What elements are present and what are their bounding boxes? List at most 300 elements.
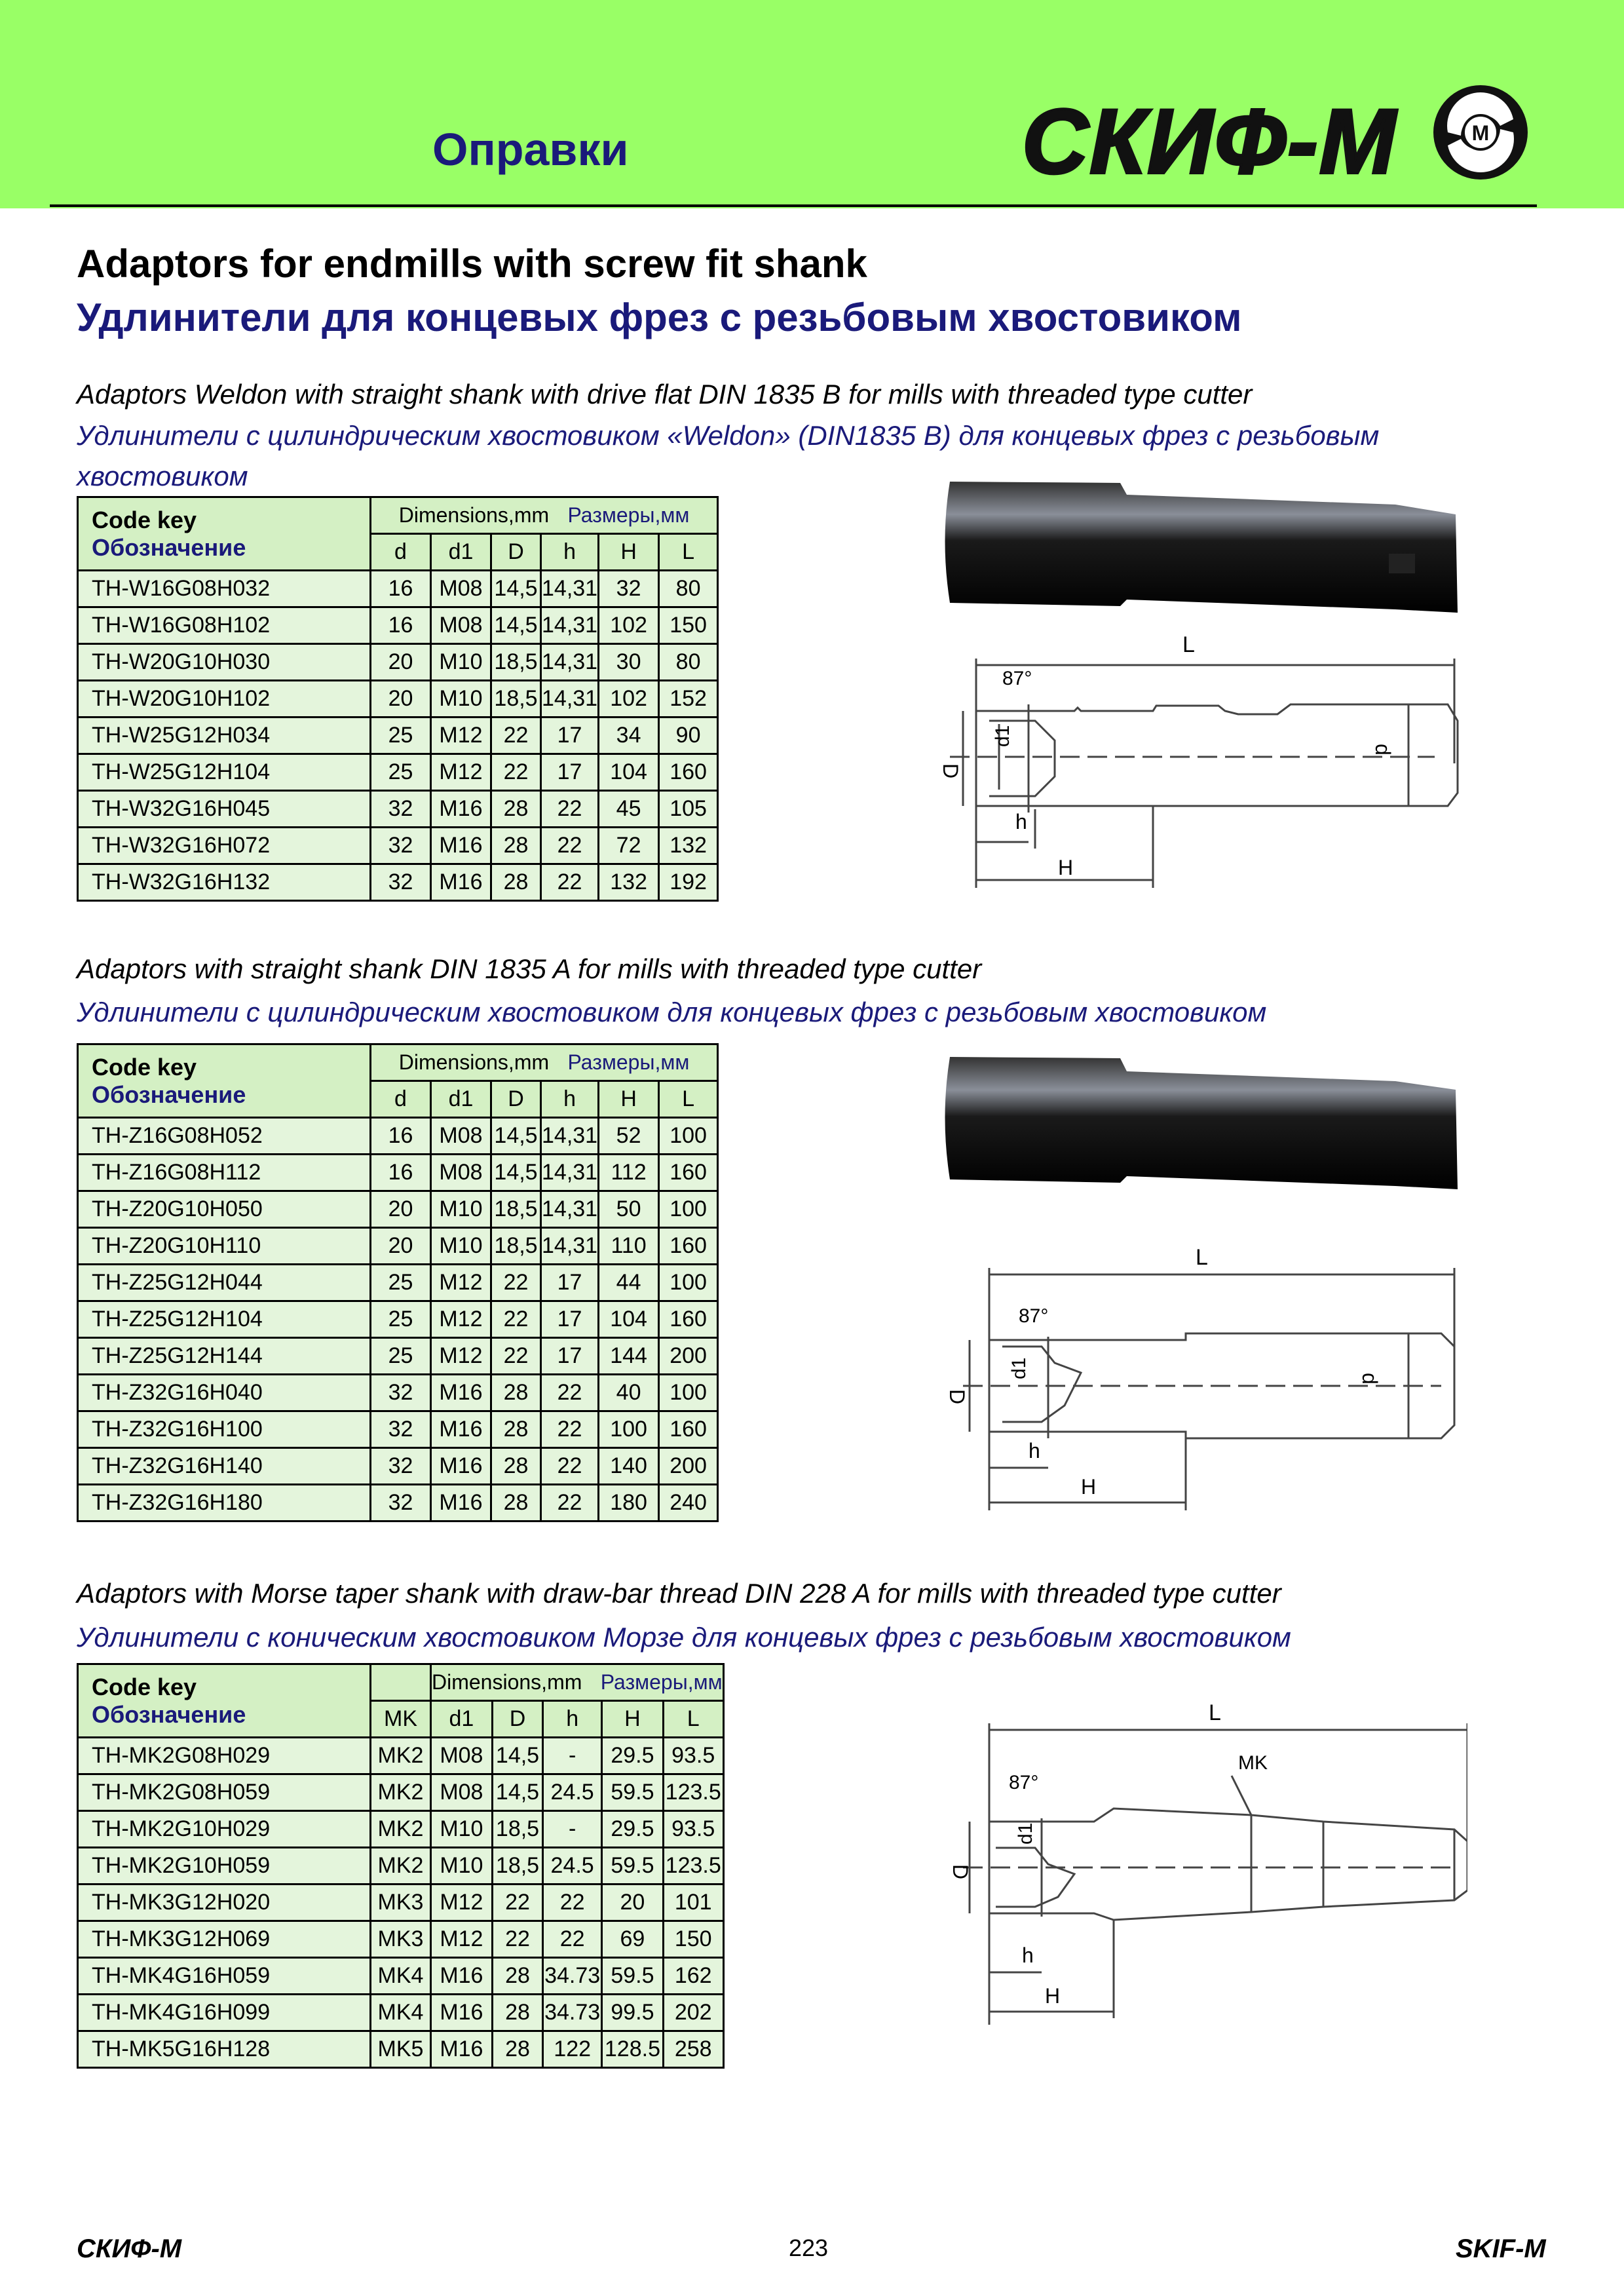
code-key-label-en: Code key: [92, 506, 197, 533]
dimension-cell: MK4: [371, 1995, 431, 2031]
dimension-cell: 59.5: [602, 1958, 664, 1995]
column-header: h: [541, 534, 599, 571]
dimension-cell: 14,5: [491, 607, 541, 644]
code-key-cell: TH-MK4G16H099: [78, 1995, 371, 2031]
dimension-cell: 14,31: [541, 1118, 599, 1155]
table-row: [78, 828, 718, 864]
table-row: [78, 644, 718, 681]
dimension-cell: 14,31: [541, 1191, 599, 1228]
code-key-label-ru: Обозначение: [92, 1081, 246, 1108]
brand-logo: [1009, 72, 1546, 203]
dimension-cell: 17: [541, 754, 599, 791]
dimension-cell: 93.5: [663, 1738, 723, 1774]
section-3-table: [77, 1663, 725, 2069]
dimension-cell: 20: [371, 681, 431, 718]
dim-d1-label: d1: [1015, 1822, 1036, 1845]
dimension-cell: M08: [431, 1155, 491, 1191]
weldon-adaptor-drawing: [924, 632, 1467, 894]
dimension-cell: 144: [599, 1338, 659, 1375]
dimension-cell: 22: [491, 1265, 541, 1301]
column-header: d: [371, 534, 431, 571]
dimension-cell: M16: [431, 1375, 491, 1411]
dimension-cell: 93.5: [663, 1811, 723, 1848]
dimension-cell: 110: [599, 1228, 659, 1265]
dimension-cell: M16: [431, 864, 491, 901]
dimension-cell: 28: [491, 791, 541, 828]
dimension-cell: M16: [431, 2031, 493, 2068]
dimension-cell: 104: [599, 754, 659, 791]
dimension-cell: 34.73: [543, 1995, 602, 2031]
dim-d-label: d: [1371, 744, 1395, 756]
dimension-cell: M08: [431, 607, 491, 644]
table-row: [78, 607, 718, 644]
code-key-cell: TH-Z32G16H100: [78, 1411, 371, 1448]
code-key-cell: TH-W25G12H104: [78, 754, 371, 791]
dimension-cell: 22: [541, 864, 599, 901]
dimension-cell: 34.73: [543, 1958, 602, 1995]
table-row: [78, 1885, 724, 1921]
dim-h-label: h: [1015, 810, 1027, 833]
table-row: [78, 718, 718, 754]
dimension-cell: 101: [663, 1885, 723, 1921]
dimension-cell: 22: [491, 1301, 541, 1338]
table-row: [78, 1118, 718, 1155]
dimensions-header: [371, 1044, 718, 1081]
dimension-cell: 22: [492, 1921, 542, 1958]
dim-H-label: H: [1045, 1984, 1061, 2008]
dimension-cell: M10: [431, 681, 491, 718]
dimension-cell: M16: [431, 1448, 491, 1485]
dimension-cell: 34: [599, 718, 659, 754]
code-key-label-ru: Обозначение: [92, 533, 246, 561]
dim-d1-label: d1: [1008, 1357, 1030, 1379]
dimension-cell: M16: [431, 791, 491, 828]
table-row: [78, 2031, 724, 2068]
dimension-cell: 150: [659, 607, 718, 644]
table-row: [78, 1811, 724, 1848]
dim-L-label: L: [1182, 632, 1195, 657]
table-row: [78, 1774, 724, 1811]
dimension-cell: M12: [431, 1921, 493, 1958]
dimension-cell: 28: [492, 1958, 542, 1995]
dimension-cell: M10: [431, 1848, 493, 1885]
dimension-cell: 28: [491, 1485, 541, 1521]
section-1-title-english: Adaptors Weldon with straight shank with drive flat DIN 1835 B for mills with threaded type cutter: [77, 379, 1253, 410]
dimension-cell: 102: [599, 607, 659, 644]
dimension-cell: 18,5: [492, 1848, 542, 1885]
dimension-cell: 16: [371, 1118, 431, 1155]
dimensions-label-en: Dimensions,mm: [398, 503, 550, 527]
code-key-cell: TH-Z16G08H052: [78, 1118, 371, 1155]
dimension-cell: 59.5: [602, 1774, 664, 1811]
code-key-cell: TH-Z25G12H044: [78, 1265, 371, 1301]
dimension-cell: M10: [431, 1228, 491, 1265]
dim-h-label: h: [1022, 1943, 1034, 1967]
column-header: d1: [431, 534, 491, 571]
column-header: D: [491, 1081, 541, 1118]
dimensions-label-en: Dimensions,mm: [398, 1050, 550, 1074]
dimension-cell: 160: [659, 754, 718, 791]
dimension-cell: 28: [491, 864, 541, 901]
dimension-cell: 45: [599, 791, 659, 828]
dim-MK-label: MK: [1238, 1752, 1268, 1774]
dimension-cell: 14,31: [541, 644, 599, 681]
table-row: [78, 571, 718, 607]
section-3-title-russian: Удлинители с коническим хвостовиком Морзе для концевых фрез с резьбовым хвостовиком: [77, 1622, 1291, 1653]
dimension-cell: 200: [659, 1448, 718, 1485]
table-row: [78, 1995, 724, 2031]
dimension-cell: 105: [659, 791, 718, 828]
dimension-cell: MK2: [371, 1774, 431, 1811]
dimension-cell: 123.5: [663, 1774, 723, 1811]
dimensions-header: [371, 497, 718, 534]
dimension-cell: M10: [431, 1811, 493, 1848]
code-key-label-ru: Обозначение: [92, 1700, 246, 1728]
dimension-cell: 16: [371, 607, 431, 644]
dimension-cell: 22: [541, 1485, 599, 1521]
dimension-cell: 22: [543, 1885, 602, 1921]
dimension-cell: 28: [492, 1995, 542, 2031]
dimension-cell: 152: [659, 681, 718, 718]
dimension-cell: M10: [431, 1191, 491, 1228]
dimension-cell: M16: [431, 1995, 493, 2031]
dimension-cell: 90: [659, 718, 718, 754]
dimension-cell: 14,5: [492, 1738, 542, 1774]
dimension-cell: 25: [371, 1265, 431, 1301]
column-header: h: [541, 1081, 599, 1118]
dimension-cell: 99.5: [602, 1995, 664, 2031]
dimension-cell: 132: [599, 864, 659, 901]
dimension-cell: MK2: [371, 1738, 431, 1774]
table-row: [78, 1411, 718, 1448]
dimension-cell: 17: [541, 1301, 599, 1338]
table-row: [78, 1738, 724, 1774]
page-title: Оправки: [432, 124, 629, 175]
dimension-cell: 32: [371, 864, 431, 901]
dimension-cell: 22: [541, 1448, 599, 1485]
table-row: [78, 1228, 718, 1265]
dimension-cell: 102: [599, 681, 659, 718]
dimension-cell: 100: [659, 1118, 718, 1155]
code-key-cell: TH-W16G08H102: [78, 607, 371, 644]
code-key-cell: TH-W32G16H072: [78, 828, 371, 864]
dimension-cell: M08: [431, 1774, 493, 1811]
table-row: [78, 1265, 718, 1301]
dimension-cell: 122: [543, 2031, 602, 2068]
dimension-cell: MK2: [371, 1848, 431, 1885]
dimension-cell: 100: [659, 1191, 718, 1228]
code-key-cell: TH-MK5G16H128: [78, 2031, 371, 2068]
column-header: d: [371, 1081, 431, 1118]
dim-h-label: h: [1029, 1439, 1040, 1463]
dimension-cell: 69: [602, 1921, 664, 1958]
header-spacer: [371, 1664, 431, 1701]
dim-L-label: L: [1196, 1245, 1208, 1270]
column-header: H: [602, 1701, 664, 1738]
dimension-cell: 180: [599, 1485, 659, 1521]
section-1-table: [77, 496, 719, 902]
dimension-cell: 18,5: [491, 644, 541, 681]
code-key-cell: TH-Z20G10H110: [78, 1228, 371, 1265]
dimension-cell: 24.5: [543, 1774, 602, 1811]
dimension-cell: 22: [491, 718, 541, 754]
code-key-cell: TH-MK3G12H069: [78, 1921, 371, 1958]
dimension-cell: MK3: [371, 1921, 431, 1958]
dimension-cell: M08: [431, 571, 491, 607]
dimension-cell: 192: [659, 864, 718, 901]
code-key-label-en: Code key: [92, 1673, 197, 1700]
column-header: D: [491, 534, 541, 571]
dimension-cell: M16: [431, 828, 491, 864]
table-row: [78, 864, 718, 901]
code-key-cell: TH-MK2G08H029: [78, 1738, 371, 1774]
dimension-cell: 18,5: [491, 1228, 541, 1265]
header-divider: [50, 204, 1537, 207]
dimension-cell: MK5: [371, 2031, 431, 2068]
dimension-cell: 25: [371, 1301, 431, 1338]
dimension-cell: 80: [659, 571, 718, 607]
dimension-cell: 202: [663, 1995, 723, 2031]
straight-shank-adaptor-drawing: [924, 1242, 1467, 1517]
logo-badge: M: [1471, 121, 1490, 145]
main-title-russian: Удлинители для концевых фрез с резьбовым хвостовиком: [77, 296, 1242, 339]
column-header: h: [543, 1701, 602, 1738]
angle-label: 87°: [1009, 1772, 1039, 1793]
dimensions-label-ru: Размеры,мм: [600, 1670, 723, 1694]
code-key-cell: TH-Z32G16H180: [78, 1485, 371, 1521]
dimension-cell: 59.5: [602, 1848, 664, 1885]
dimension-cell: 44: [599, 1265, 659, 1301]
table-row: [78, 1191, 718, 1228]
dimension-cell: 22: [492, 1885, 542, 1921]
dimension-cell: 22: [541, 1411, 599, 1448]
dimension-cell: 14,5: [492, 1774, 542, 1811]
column-header: L: [659, 534, 718, 571]
code-key-cell: TH-MK3G12H020: [78, 1885, 371, 1921]
column-header: H: [599, 534, 659, 571]
footer-brand-ru: СКИФ-М: [77, 2234, 182, 2263]
logo-text: СКИФ-М: [1022, 90, 1397, 193]
dimension-cell: 140: [599, 1448, 659, 1485]
column-header: d1: [431, 1701, 493, 1738]
dim-H-label: H: [1058, 856, 1074, 879]
dimension-cell: 162: [663, 1958, 723, 1995]
main-title-english: Adaptors for endmills with screw fit shank: [77, 242, 867, 286]
code-key-cell: TH-MK2G10H059: [78, 1848, 371, 1885]
dimension-cell: 17: [541, 1338, 599, 1375]
dimension-cell: 240: [659, 1485, 718, 1521]
dimension-cell: 28: [491, 1448, 541, 1485]
dimension-cell: 20: [371, 644, 431, 681]
table-row: [78, 1958, 724, 1995]
table-row: [78, 681, 718, 718]
code-key-cell: TH-MK2G08H059: [78, 1774, 371, 1811]
straight-shank-adaptor-photo: [937, 1052, 1467, 1202]
dimension-cell: 28: [491, 828, 541, 864]
dimension-cell: 132: [659, 828, 718, 864]
dimension-cell: 17: [541, 1265, 599, 1301]
dimension-cell: 100: [599, 1411, 659, 1448]
dimension-cell: 14,31: [541, 1155, 599, 1191]
code-key-cell: TH-Z20G10H050: [78, 1191, 371, 1228]
angle-label: 87°: [1002, 668, 1032, 689]
dimension-cell: M10: [431, 644, 491, 681]
dimension-cell: 100: [659, 1375, 718, 1411]
dimension-cell: 20: [371, 1191, 431, 1228]
dimension-cell: 16: [371, 571, 431, 607]
dimension-cell: 20: [602, 1885, 664, 1921]
dim-d-label: d: [1358, 1373, 1382, 1385]
code-key-cell: TH-W20G10H030: [78, 644, 371, 681]
dimension-cell: MK4: [371, 1958, 431, 1995]
table-row: [78, 1155, 718, 1191]
dimension-cell: M12: [431, 718, 491, 754]
dimension-cell: M12: [431, 1338, 491, 1375]
dimension-cell: M08: [431, 1738, 493, 1774]
dimension-cell: 17: [541, 718, 599, 754]
dimension-cell: 14,5: [491, 1118, 541, 1155]
dimension-cell: 112: [599, 1155, 659, 1191]
dimension-cell: 30: [599, 644, 659, 681]
dimension-cell: 14,5: [491, 571, 541, 607]
dimension-cell: 25: [371, 754, 431, 791]
dimension-cell: M12: [431, 1265, 491, 1301]
dimension-cell: 22: [541, 1375, 599, 1411]
dimension-cell: 32: [371, 1448, 431, 1485]
dimension-cell: 80: [659, 644, 718, 681]
dimension-cell: 18,5: [491, 1191, 541, 1228]
dim-D-label: D: [949, 1864, 972, 1880]
dimensions-header: [431, 1664, 724, 1701]
dimension-cell: 24.5: [543, 1848, 602, 1885]
dimension-cell: MK3: [371, 1885, 431, 1921]
footer-brand-en: SKIF-M: [1456, 2234, 1546, 2263]
table-row: [78, 1338, 718, 1375]
dimension-cell: M16: [431, 1958, 493, 1995]
dimension-cell: 72: [599, 828, 659, 864]
dimension-cell: 32: [371, 1485, 431, 1521]
dimension-cell: M16: [431, 1485, 491, 1521]
dimension-cell: 22: [491, 754, 541, 791]
dimension-cell: 32: [599, 571, 659, 607]
section-2-title-russian: Удлинители с цилиндрическим хвостовиком для концевых фрез с резьбовым хвостовиком: [77, 997, 1267, 1027]
dimension-cell: 18,5: [492, 1811, 542, 1848]
page-number: 223: [789, 2234, 829, 2261]
table-row: [78, 1301, 718, 1338]
dimension-cell: 28: [492, 2031, 542, 2068]
dimension-cell: 22: [541, 791, 599, 828]
section-3-title-english: Adaptors with Morse taper shank with draw-bar thread DIN 228 A for mills with threaded type cutter: [77, 1578, 1281, 1609]
code-key-cell: TH-W32G16H132: [78, 864, 371, 901]
weldon-adaptor-photo: [937, 475, 1467, 626]
dimension-cell: 18,5: [491, 681, 541, 718]
dimension-cell: 22: [491, 1338, 541, 1375]
morse-taper-adaptor-drawing: [924, 1691, 1467, 2031]
column-header: D: [492, 1701, 542, 1738]
dimension-cell: 22: [541, 828, 599, 864]
dimensions-label-ru: Размеры,мм: [567, 503, 690, 527]
dimensions-label-ru: Размеры,мм: [567, 1050, 690, 1074]
dimension-cell: M12: [431, 754, 491, 791]
code-key-header: [78, 497, 371, 571]
dimension-cell: 123.5: [663, 1848, 723, 1885]
dimension-cell: 14,31: [541, 571, 599, 607]
code-key-header: [78, 1664, 371, 1738]
column-header: d1: [431, 1081, 491, 1118]
dimension-cell: M12: [431, 1885, 493, 1921]
dim-D-label: D: [939, 763, 962, 779]
section-1-title-russian: Удлинители с цилиндрическим хвостовиком «Weldon» (DIN1835 B) для концевых фрез с резьбовым хвостовиком: [77, 420, 1380, 491]
code-key-header: [78, 1044, 371, 1118]
code-key-cell: TH-Z16G08H112: [78, 1155, 371, 1191]
dimension-cell: 200: [659, 1338, 718, 1375]
dimension-cell: 150: [663, 1921, 723, 1958]
section-2-table: [77, 1043, 719, 1522]
column-header: L: [663, 1701, 723, 1738]
dimension-cell: MK2: [371, 1811, 431, 1848]
dimension-cell: 22: [543, 1921, 602, 1958]
dimension-cell: -: [543, 1738, 602, 1774]
table-row: [78, 1921, 724, 1958]
code-key-cell: TH-W32G16H045: [78, 791, 371, 828]
dimension-cell: 160: [659, 1228, 718, 1265]
dimension-cell: 14,31: [541, 1228, 599, 1265]
dimension-cell: 128.5: [602, 2031, 664, 2068]
column-header: MK: [371, 1701, 431, 1738]
dimension-cell: 25: [371, 1338, 431, 1375]
table-row: [78, 1448, 718, 1485]
dimension-cell: M16: [431, 1411, 491, 1448]
dimension-cell: M12: [431, 1301, 491, 1338]
dim-d1-label: d1: [992, 725, 1013, 747]
column-header: L: [659, 1081, 718, 1118]
code-key-cell: TH-W16G08H032: [78, 571, 371, 607]
dimension-cell: 14,31: [541, 607, 599, 644]
dimension-cell: 20: [371, 1228, 431, 1265]
dimension-cell: 14,5: [491, 1155, 541, 1191]
dimension-cell: 160: [659, 1301, 718, 1338]
dimension-cell: 29.5: [602, 1811, 664, 1848]
dimension-cell: 29.5: [602, 1738, 664, 1774]
dimension-cell: 16: [371, 1155, 431, 1191]
dimension-cell: 160: [659, 1411, 718, 1448]
dimension-cell: 32: [371, 828, 431, 864]
dimension-cell: 104: [599, 1301, 659, 1338]
section-2-title-english: Adaptors with straight shank DIN 1835 A for mills with threaded type cutter: [77, 953, 982, 984]
dimension-cell: 160: [659, 1155, 718, 1191]
code-key-cell: TH-Z32G16H140: [78, 1448, 371, 1485]
column-header: H: [599, 1081, 659, 1118]
table-row: [78, 791, 718, 828]
code-key-cell: TH-Z25G12H144: [78, 1338, 371, 1375]
dimension-cell: M08: [431, 1118, 491, 1155]
dimensions-label-en: Dimensions,mm: [432, 1670, 582, 1694]
table-row: [78, 754, 718, 791]
code-key-cell: TH-MK2G10H029: [78, 1811, 371, 1848]
code-key-label-en: Code key: [92, 1053, 197, 1081]
dimension-cell: 28: [491, 1375, 541, 1411]
dimension-cell: 25: [371, 718, 431, 754]
dimension-cell: 40: [599, 1375, 659, 1411]
table-row: [78, 1375, 718, 1411]
logo-emblem-icon: [1428, 80, 1533, 185]
dimension-cell: 50: [599, 1191, 659, 1228]
dimension-cell: 32: [371, 1411, 431, 1448]
code-key-cell: TH-W20G10H102: [78, 681, 371, 718]
dimension-cell: 28: [491, 1411, 541, 1448]
dim-H-label: H: [1081, 1475, 1097, 1499]
dim-D-label: D: [945, 1389, 969, 1405]
